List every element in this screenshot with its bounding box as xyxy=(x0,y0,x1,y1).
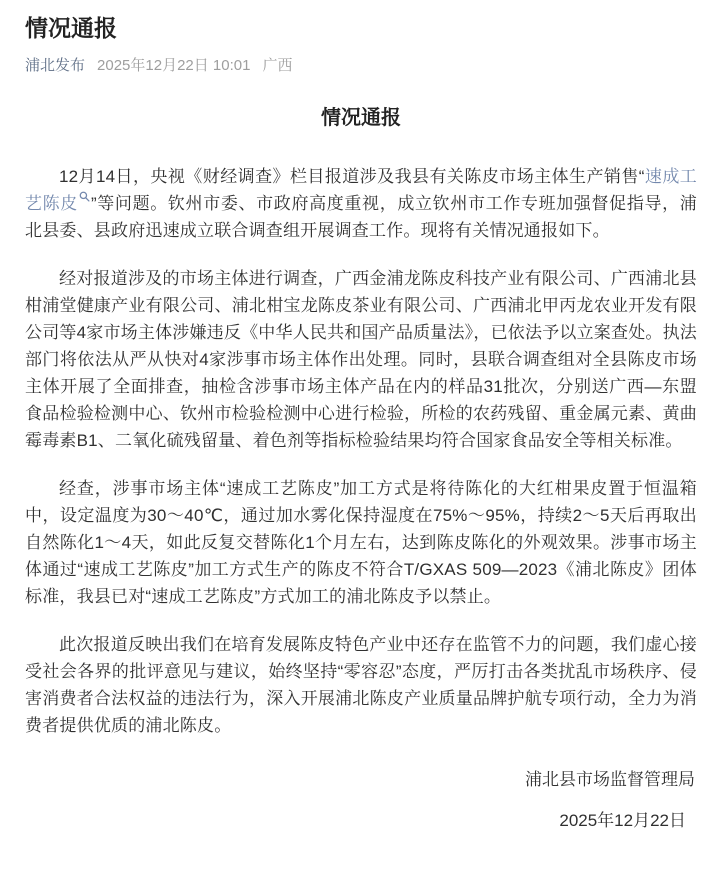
paragraph-intro xyxy=(25,163,697,244)
article-heading: 情况通报 xyxy=(321,107,401,129)
page-title: 情况通报 xyxy=(25,15,117,41)
intro-text-after: ”等问题。钦州市委、市政府高度重视，成立钦州市工作专班加强督促指导，浦北县委、县政府迅速成立联合调查组开展调查工作。现将有关情况通报如下。 xyxy=(25,194,697,240)
signature-org: 浦北县市场监督管理局 xyxy=(525,770,695,789)
account-name[interactable]: 浦北发布 xyxy=(25,57,86,74)
article-meta xyxy=(25,56,697,76)
paragraph-commitment: 此次报道反映出我们在培育发展陈皮特色产业中还存在监管不力的问题，我们虚心接受社会各界的批评意见与建议，始终坚持“零容忍”态度，严厉打击各类扰乱市场秩序、侵害消费者合法权益的违法行为，深入开展浦北陈皮产业质量品牌护航专项行动，全力为消费者提供优质的浦北陈皮。 xyxy=(25,635,697,735)
signature-block xyxy=(25,766,697,834)
paragraph-investigation: 经对报道涉及的市场主体进行调查，广西金浦龙陈皮科技产业有限公司、广西浦北县柑浦堂健康产业有限公司、浦北柑宝龙陈皮茶业有限公司、广西浦北甲丙龙农业开发有限公司等4家市场主体涉嫌违反《中华人民共和国产品质量法》，已依法予以立案查处。执法部门将依法从严从快对4家涉事市场主体作出处理。同时，县联合调查组对全县陈皮市场主体开展了全面排查，抽检含涉事市场主体产品在内的样品31批次，分别送广西—东盟食品检验检测中心、钦州市检验检测中心进行检验，所检的农药残留、重金属元素、黄曲霉毒素B1、二氧化硫残留量、着色剂等指标检验结果均符合国家食品安全等相关标准。 xyxy=(25,269,697,450)
intro-text-before: 12月14日，央视《财经调查》栏目报道涉及我县有关陈皮市场主体生产销售“ xyxy=(59,167,645,186)
signature-date: 2025年12月22日 xyxy=(559,811,686,830)
search-keyword-text: 速成工艺陈皮 xyxy=(25,167,697,213)
search-icon xyxy=(79,191,90,202)
paragraph-process-findings: 经查，涉事市场主体“速成工艺陈皮”加工方式是将待陈化的大红柑果皮置于恒温箱中，设定温度为30～40℃，通过加水雾化保持湿度在75%～95%，持续2～5天后再取出自然陈化1～4天，如此反复交替陈化1个月左右，达到陈皮陈化的外观效果。涉事市场主体通过“速成工艺陈皮”加工方式生产的陈皮不符合T/GXAS 509—2023《浦北陈皮》团体标准，我县已对“速成工艺陈皮”方式加工的浦北陈皮予以禁止。 xyxy=(25,479,697,606)
publish-location: 广西 xyxy=(262,57,293,74)
publish-date: 2025年12月22日 10:01 xyxy=(97,57,251,74)
